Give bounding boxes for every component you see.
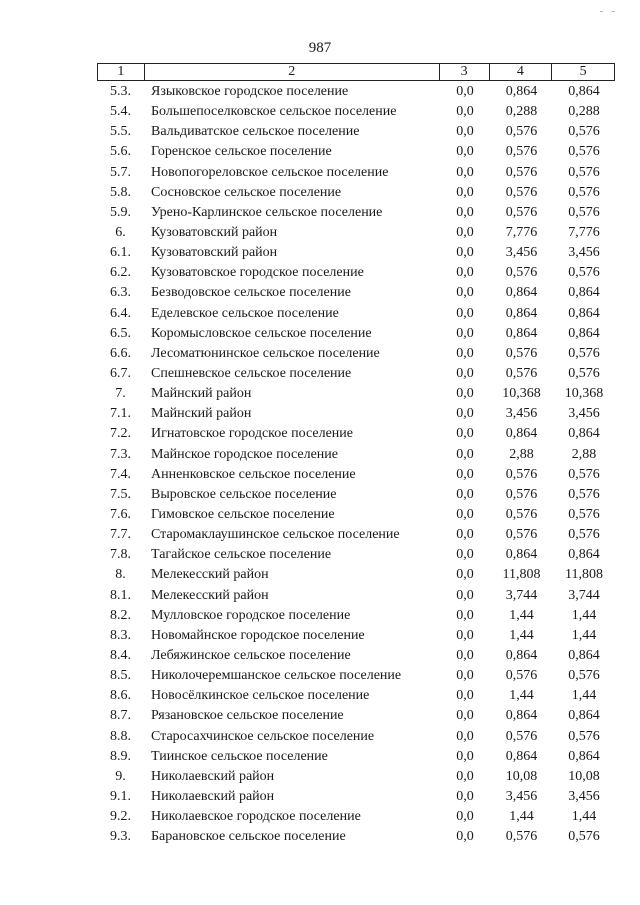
row-value-5: 2,88 xyxy=(571,446,597,462)
row-name: Новосёлкинское сельское поселение xyxy=(151,688,370,704)
row-value-5: 0,864 xyxy=(568,547,600,563)
row-value-4: 0,864 xyxy=(505,325,538,341)
row-value-5: 7,776 xyxy=(568,224,600,240)
row-value-3: 0,0 xyxy=(456,305,474,321)
row-name: Николаевский район xyxy=(151,788,275,804)
row-name: Игнатовское городское поселение xyxy=(151,426,353,442)
row-name: Анненковское сельское поселение xyxy=(151,466,356,482)
row-value-5: 0,576 xyxy=(568,527,600,543)
row-name: Николаевское городское поселение xyxy=(151,809,361,825)
row-name: Мелекесский район xyxy=(151,567,269,583)
row-value-5: 0,864 xyxy=(568,305,600,321)
row-number: 7.4. xyxy=(110,466,131,482)
table-row xyxy=(97,445,615,465)
row-value-5: 0,864 xyxy=(568,426,600,442)
row-value-3: 0,0 xyxy=(456,204,474,220)
row-number: 8.4. xyxy=(110,647,131,663)
row-name: Майнское городское поселение xyxy=(151,446,338,462)
row-value-5: 0,576 xyxy=(568,506,600,522)
row-number: 6.3. xyxy=(110,285,131,301)
row-value-4: 0,576 xyxy=(505,204,538,220)
row-value-5: 3,456 xyxy=(568,406,600,422)
header-col-3: 3 xyxy=(440,64,490,80)
row-value-4: 0,576 xyxy=(505,728,538,744)
table-row xyxy=(97,485,615,505)
row-value-4: 0,576 xyxy=(505,365,538,381)
table-row xyxy=(97,243,615,263)
row-value-3: 0,0 xyxy=(456,386,474,402)
row-name: Лесоматюнинское сельское поселение xyxy=(151,345,380,361)
row-number: 9.1. xyxy=(110,788,131,804)
row-value-5: 0,576 xyxy=(568,668,600,684)
row-value-3: 0,0 xyxy=(456,647,474,663)
row-value-3: 0,0 xyxy=(456,285,474,301)
table-row xyxy=(97,364,615,384)
row-value-5: 0,576 xyxy=(568,144,600,160)
row-value-4: 3,456 xyxy=(505,406,538,422)
table-row xyxy=(97,505,615,525)
row-name: Новомайнское городское поселение xyxy=(151,627,365,643)
row-name: Рязановское сельское поселение xyxy=(151,708,344,724)
row-number: 9.2. xyxy=(110,809,131,825)
row-value-3: 0,0 xyxy=(456,164,474,180)
row-number: 6.6. xyxy=(110,345,131,361)
row-value-3: 0,0 xyxy=(456,788,474,804)
row-value-5: 3,456 xyxy=(568,245,600,261)
row-name: Майнский район xyxy=(151,406,252,422)
row-number: 6.1. xyxy=(110,245,131,261)
row-value-4: 0,576 xyxy=(505,164,538,180)
row-value-4: 11,808 xyxy=(502,567,541,583)
row-value-3: 0,0 xyxy=(456,446,474,462)
row-value-3: 0,0 xyxy=(456,466,474,482)
table-row xyxy=(97,586,615,606)
row-value-4: 1,44 xyxy=(509,627,534,643)
row-value-5: 0,864 xyxy=(568,84,600,99)
row-value-4: 0,864 xyxy=(505,708,538,724)
table-row xyxy=(97,686,615,706)
row-name: Вальдиватское сельское поселение xyxy=(151,124,360,140)
row-name: Кузоватовский район xyxy=(151,224,278,240)
row-number: 8.6. xyxy=(110,688,131,704)
row-value-3: 0,0 xyxy=(456,406,474,422)
row-value-4: 0,576 xyxy=(505,345,538,361)
row-value-5: 10,08 xyxy=(568,768,600,784)
row-value-4: 1,44 xyxy=(509,809,534,825)
row-name: Большепоселковское сельское поселение xyxy=(151,104,397,120)
row-value-4: 0,576 xyxy=(505,668,538,684)
row-value-5: 0,576 xyxy=(568,164,600,180)
table-row xyxy=(97,82,615,102)
row-value-3: 0,0 xyxy=(456,124,474,140)
row-value-3: 0,0 xyxy=(456,245,474,261)
row-value-3: 0,0 xyxy=(456,365,474,381)
row-number: 5.4. xyxy=(110,104,131,120)
row-number: 8.8. xyxy=(110,728,131,744)
row-value-5: 0,576 xyxy=(568,365,600,381)
row-name: Старосахчинское сельское поселение xyxy=(151,728,375,744)
row-value-3: 0,0 xyxy=(456,809,474,825)
row-name: Тиинское сельское поселение xyxy=(151,748,328,764)
table-row xyxy=(97,203,615,223)
row-value-4: 1,44 xyxy=(509,607,534,623)
row-name: Тагайское сельское поселение xyxy=(151,547,332,563)
row-value-4: 0,288 xyxy=(505,104,538,120)
row-value-3: 0,0 xyxy=(456,527,474,543)
row-value-3: 0,0 xyxy=(456,184,474,200)
table-row xyxy=(97,465,615,485)
table-row xyxy=(97,122,615,142)
row-value-5: 0,864 xyxy=(568,708,600,724)
row-value-4: 0,864 xyxy=(505,748,538,764)
row-value-4: 0,576 xyxy=(505,527,538,543)
row-value-3: 0,0 xyxy=(456,265,474,281)
row-number: 5.6. xyxy=(110,144,131,160)
header-col-2: 2 xyxy=(145,64,440,80)
row-name: Старомаклаушинское сельское поселение xyxy=(151,527,400,543)
header-col-5: 5 xyxy=(579,64,587,79)
row-value-3: 0,0 xyxy=(456,567,474,583)
row-value-3: 0,0 xyxy=(456,224,474,240)
table-body xyxy=(97,82,615,847)
row-value-5: 1,44 xyxy=(571,809,597,825)
table-row xyxy=(97,344,615,364)
row-name: Коромысловское сельское поселение xyxy=(151,325,372,341)
row-name: Урено-Карлинское сельское поселение xyxy=(151,204,383,220)
row-number: 8.7. xyxy=(110,708,131,724)
table-row xyxy=(97,767,615,787)
row-value-3: 0,0 xyxy=(456,587,474,603)
row-value-4: 0,576 xyxy=(505,466,538,482)
row-number: 6. xyxy=(115,224,126,240)
row-number: 8. xyxy=(115,567,126,583)
row-number: 8.9. xyxy=(110,748,131,764)
row-value-4: 0,576 xyxy=(505,265,538,281)
row-name: Гимовское сельское поселение xyxy=(151,506,335,522)
row-name: Выровское сельское поселение xyxy=(151,486,337,502)
table-row xyxy=(97,223,615,243)
table-row xyxy=(97,807,615,827)
row-value-4: 2,88 xyxy=(509,446,534,462)
row-value-3: 0,0 xyxy=(456,104,474,120)
row-value-4: 3,744 xyxy=(505,587,538,603)
row-number: 5.8. xyxy=(110,184,131,200)
row-value-3: 0,0 xyxy=(456,668,474,684)
row-number: 6.5. xyxy=(110,325,131,341)
row-value-4: 0,864 xyxy=(505,305,538,321)
row-value-3: 0,0 xyxy=(456,547,474,563)
row-name: Горенское сельское поселение xyxy=(151,144,332,160)
row-name: Лебяжинское сельское поселение xyxy=(151,647,351,663)
row-name: Еделевское сельское поселение xyxy=(151,305,339,321)
table-row xyxy=(97,706,615,726)
row-number: 8.1. xyxy=(110,587,131,603)
row-value-5: 0,576 xyxy=(568,345,600,361)
table-row xyxy=(97,304,615,324)
row-value-5: 0,576 xyxy=(568,184,600,200)
table-row xyxy=(97,727,615,747)
table-row xyxy=(97,142,615,162)
row-number: 5.5. xyxy=(110,124,131,140)
row-value-4: 7,776 xyxy=(505,224,538,240)
table-row xyxy=(97,827,615,847)
row-value-4: 0,576 xyxy=(505,124,538,140)
row-number: 6.4. xyxy=(110,305,131,321)
row-value-5: 0,576 xyxy=(568,829,600,845)
row-name: Безводовское сельское поселение xyxy=(151,285,351,301)
row-value-5: 0,576 xyxy=(568,486,600,502)
row-number: 5.3. xyxy=(110,84,131,99)
row-value-5: 1,44 xyxy=(571,688,597,704)
row-value-5: 0,576 xyxy=(568,466,600,482)
table-row xyxy=(97,183,615,203)
row-number: 7. xyxy=(115,386,126,402)
table-row xyxy=(97,747,615,767)
row-name: Мулловское городское поселение xyxy=(151,607,351,623)
row-value-3: 0,0 xyxy=(456,728,474,744)
row-number: 7.8. xyxy=(110,547,131,563)
table-row xyxy=(97,404,615,424)
table-row xyxy=(97,545,615,565)
table-row xyxy=(97,565,615,585)
table-row xyxy=(97,163,615,183)
row-value-4: 10,08 xyxy=(505,768,538,784)
row-value-3: 0,0 xyxy=(456,768,474,784)
row-name: Языковское городское поселение xyxy=(151,84,349,99)
row-value-4: 0,576 xyxy=(505,829,538,845)
row-value-3: 0,0 xyxy=(456,829,474,845)
row-value-4: 0,576 xyxy=(505,506,538,522)
table-row xyxy=(97,424,615,444)
row-name: Кузоватовский район xyxy=(151,245,278,261)
table-row xyxy=(97,283,615,303)
row-value-5: 0,576 xyxy=(568,124,600,140)
row-name: Майнский район xyxy=(151,386,252,402)
row-number: 8.2. xyxy=(110,607,131,623)
row-value-5: 11,808 xyxy=(565,567,603,583)
row-value-4: 0,576 xyxy=(505,486,538,502)
row-value-4: 0,864 xyxy=(505,647,538,663)
header-col-4: 4 xyxy=(490,64,553,80)
row-value-3: 0,0 xyxy=(456,607,474,623)
row-value-5: 1,44 xyxy=(571,627,597,643)
row-value-5: 0,288 xyxy=(568,104,600,120)
row-value-3: 0,0 xyxy=(456,84,474,99)
row-value-4: 0,576 xyxy=(505,144,538,160)
row-name: Кузоватовское городское поселение xyxy=(151,265,364,281)
row-value-3: 0,0 xyxy=(456,144,474,160)
table-row xyxy=(97,102,615,122)
row-value-5: 10,368 xyxy=(564,386,604,402)
row-value-5: 1,44 xyxy=(571,607,597,623)
row-number: 5.9. xyxy=(110,204,131,220)
row-value-5: 3,744 xyxy=(568,587,600,603)
row-number: 7.3. xyxy=(110,446,131,462)
row-value-5: 0,576 xyxy=(568,728,600,744)
row-number: 6.7. xyxy=(110,365,131,381)
row-number: 8.3. xyxy=(110,627,131,643)
row-number: 9. xyxy=(115,768,126,784)
table-header xyxy=(97,63,615,81)
row-value-3: 0,0 xyxy=(456,426,474,442)
row-name: Барановское сельское поселение xyxy=(151,829,346,845)
row-number: 8.5. xyxy=(110,668,131,684)
row-name: Николаевский район xyxy=(151,768,275,784)
row-value-3: 0,0 xyxy=(456,486,474,502)
row-number: 7.2. xyxy=(110,426,131,442)
row-number: 5.7. xyxy=(110,164,131,180)
row-value-3: 0,0 xyxy=(456,627,474,643)
row-value-4: 0,864 xyxy=(505,426,538,442)
row-value-4: 0,864 xyxy=(505,285,538,301)
row-name: Мелекесский район xyxy=(151,587,269,603)
row-name: Сосновское сельское поселение xyxy=(151,184,342,200)
table-row xyxy=(97,263,615,283)
table-row xyxy=(97,324,615,344)
table-row xyxy=(97,666,615,686)
row-value-3: 0,0 xyxy=(456,345,474,361)
corner-mark: - - xyxy=(599,6,618,17)
row-value-5: 0,864 xyxy=(568,647,600,663)
row-value-4: 0,576 xyxy=(505,184,538,200)
row-value-4: 1,44 xyxy=(509,688,534,704)
row-value-4: 0,864 xyxy=(505,547,538,563)
row-value-5: 0,864 xyxy=(568,325,600,341)
row-number: 6.2. xyxy=(110,265,131,281)
row-number: 9.3. xyxy=(110,829,131,845)
table-row xyxy=(97,787,615,807)
row-value-4: 0,864 xyxy=(505,84,538,99)
row-value-3: 0,0 xyxy=(456,708,474,724)
row-value-4: 3,456 xyxy=(505,245,538,261)
row-value-5: 0,576 xyxy=(568,204,600,220)
row-name: Спешневское сельское поселение xyxy=(151,365,352,381)
row-value-3: 0,0 xyxy=(456,688,474,704)
table-row xyxy=(97,646,615,666)
row-number: 7.6. xyxy=(110,506,131,522)
header-col-1: 1 xyxy=(98,64,145,80)
row-value-4: 10,368 xyxy=(502,386,541,402)
table-row xyxy=(97,626,615,646)
row-number: 7.7. xyxy=(110,527,131,543)
table-row xyxy=(97,384,615,404)
page-number: 987 xyxy=(308,40,332,56)
row-value-3: 0,0 xyxy=(456,506,474,522)
row-name: Николочеремшанское сельское поселение xyxy=(151,668,402,684)
row-value-5: 0,864 xyxy=(568,285,600,301)
row-value-4: 3,456 xyxy=(505,788,538,804)
row-value-5: 3,456 xyxy=(568,788,600,804)
row-value-5: 0,864 xyxy=(568,748,600,764)
table-row xyxy=(97,525,615,545)
row-number: 7.1. xyxy=(110,406,131,422)
row-value-3: 0,0 xyxy=(456,748,474,764)
row-value-3: 0,0 xyxy=(456,325,474,341)
row-number: 7.5. xyxy=(110,486,131,502)
row-value-5: 0,576 xyxy=(568,265,600,281)
table-row xyxy=(97,606,615,626)
row-name: Новопогореловское сельское поселение xyxy=(151,164,389,180)
